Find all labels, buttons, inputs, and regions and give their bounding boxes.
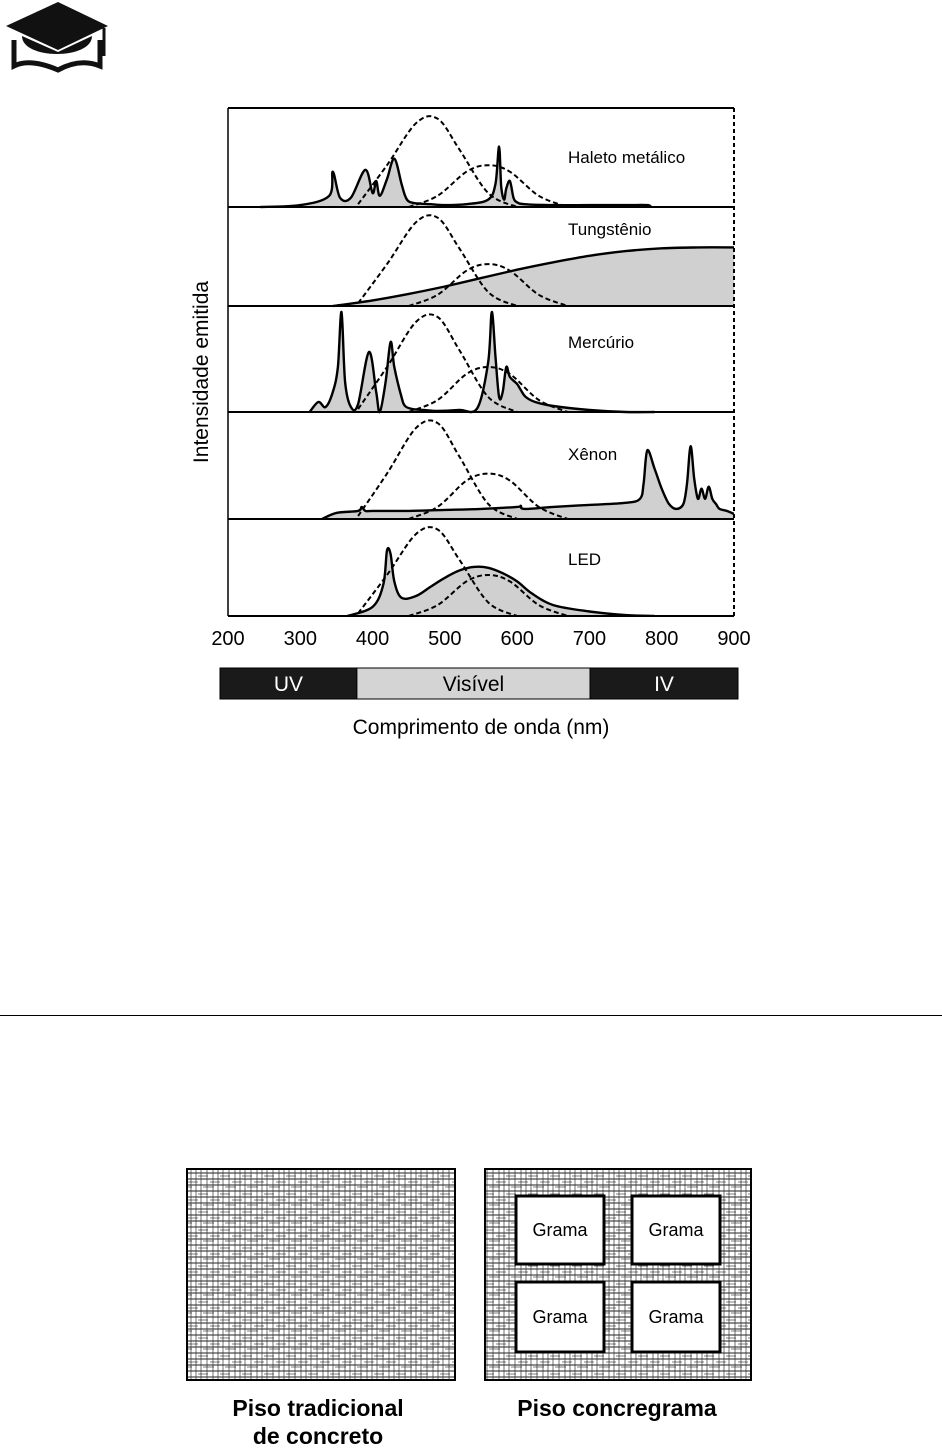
x-tick-label: 200 [211, 628, 245, 650]
x-tick-label: 900 [717, 628, 751, 650]
band-label: Visível [442, 673, 505, 696]
traditional-concrete-floor [187, 1169, 455, 1380]
band-label: UV [273, 673, 304, 696]
series-label: Tungstênio [568, 220, 652, 239]
band-label: IV [654, 673, 674, 696]
caption-line: Piso tradicional [232, 1395, 404, 1421]
series-label: LED [568, 550, 602, 569]
grass-tile [632, 1282, 720, 1352]
x-tick-label: 700 [572, 628, 607, 650]
grass-tile [516, 1196, 604, 1264]
x-tick-label: 300 [283, 628, 317, 650]
svg-text:Grama: Grama [532, 1307, 588, 1327]
x-tick-label: 400 [355, 628, 390, 650]
svg-text:Grama: Grama [532, 1220, 588, 1240]
caption-line: Piso concregrama [517, 1395, 717, 1421]
grass-tile [516, 1282, 604, 1352]
svg-text:Grama: Grama [648, 1307, 704, 1327]
x-tick-label: 600 [500, 628, 534, 650]
svg-text:Grama: Grama [648, 1220, 704, 1240]
traditional-floor-caption [168, 1394, 468, 1450]
x-tick-label: 800 [645, 628, 679, 650]
x-axis-label: Comprimento de onda (nm) [352, 716, 610, 739]
concregrama-floor-caption [467, 1394, 767, 1422]
grass-tile [632, 1196, 720, 1264]
y-axis-label: Intensidade emitida [190, 280, 213, 464]
x-tick-label: 500 [428, 628, 462, 650]
series-label: Xênon [568, 445, 618, 464]
series-label: Mercúrio [568, 333, 635, 352]
series-label: Haleto metálico [568, 148, 686, 167]
caption-line: de concreto [252, 1423, 384, 1449]
